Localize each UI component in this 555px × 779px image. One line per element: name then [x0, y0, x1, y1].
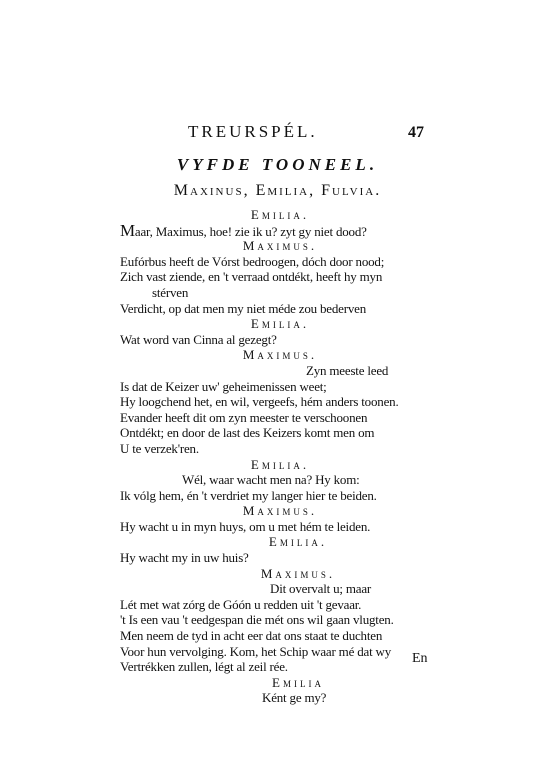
- verse-line: Maar, Maximus, hoe! zie ik u? zyt gy niet dood?: [120, 220, 367, 240]
- scene-title: VYFDE TOONEEL.: [176, 155, 379, 174]
- speaker-name: Emilia.: [250, 207, 310, 222]
- cast-list: Maxinus, Emilia, Fulvia.: [173, 182, 382, 199]
- speaker-name: Maximus.: [260, 565, 336, 581]
- catchword: En: [412, 651, 428, 666]
- speaker-name: Emilia.: [250, 456, 310, 472]
- running-title: TREURSPÉL.: [188, 122, 318, 141]
- page-number: 47: [408, 124, 424, 141]
- speaker-name: Emilia: [272, 674, 324, 690]
- speaker-name: Emilia.: [250, 316, 310, 332]
- verse-line: Ontdékt; en door de last des Keizers komt men om: [120, 425, 375, 441]
- verse-line: 't Is een vau 't eedgespan die mét ons wil gaan vlugten.: [120, 612, 394, 628]
- initial-letter: M: [120, 220, 135, 240]
- play-text: [120, 207, 440, 706]
- verse-line: Ik vólg hem, én 't verdriet my langer hier te beiden.: [120, 487, 377, 503]
- verse-line: Zich vast ziende, en 't verraad ontdékt, heeft hy myn: [120, 269, 383, 285]
- verse-line: Evander heeft dit om zyn meester te verschoonen: [120, 409, 368, 425]
- verse-line: Hy wacht u in myn huys, om u met hém te leiden.: [120, 518, 371, 534]
- verse-line: Eufórbus heeft de Vórst bedroogen, dóch door nood;: [120, 253, 385, 269]
- verse-line: stérven: [152, 284, 189, 300]
- verse-line: Hy wacht my in uw huis?: [120, 550, 249, 566]
- page-header: [0, 120, 555, 150]
- verse-line: Vertrékken zullen, légt al zeil rée.: [120, 659, 288, 675]
- verse-line: Lét met wat zórg de Góón u redden uit 't gevaar.: [120, 596, 362, 612]
- speaker-name: Maximus.: [242, 503, 318, 519]
- verse-line: Men neem de tyd in acht eer dat ons staat te duchten: [120, 628, 383, 644]
- verse-line: Is dat de Keizer uw' geheimenissen weet;: [120, 378, 327, 394]
- verse-line: Voor hun vervolging. Kom, het Schip waar mé dat wy: [120, 643, 392, 659]
- verse-line: U te verzek'ren.: [120, 440, 199, 456]
- speaker-name: Maximus.: [242, 347, 318, 363]
- verse-line: Wat word van Cinna al gezegt?: [120, 331, 277, 347]
- verse-line: Wél, waar wacht men na? Hy kom:: [182, 472, 360, 488]
- verse-line: Zyn meeste leed: [306, 362, 389, 378]
- verse-line: Verdicht, op dat men my niet méde zou bederven: [120, 300, 367, 316]
- speaker-name: Maximus.: [242, 238, 318, 254]
- speaker-name: Emilia.: [268, 534, 328, 550]
- verse-line: Ként ge my?: [262, 690, 327, 706]
- verse-line: Dit overvalt u; maar: [270, 581, 372, 597]
- verse-line: Hy loogchend het, en wil, vergeefs, hém anders toonen.: [120, 394, 399, 410]
